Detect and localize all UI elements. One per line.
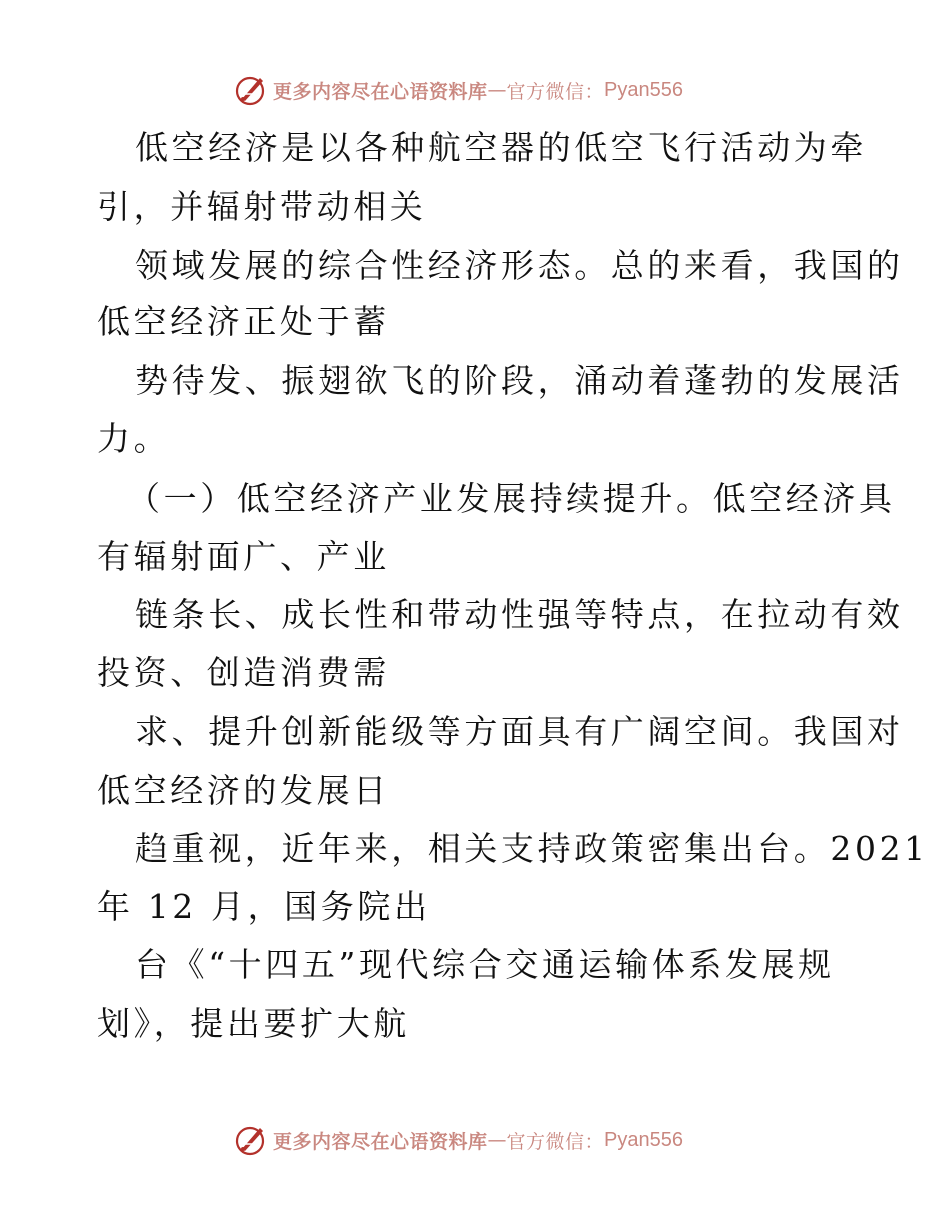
watermark-dash: — (487, 1129, 507, 1151)
watermark-wechat-id: Pyan556 (604, 78, 683, 101)
text-line: 低空经济的发展日 (97, 771, 390, 810)
text-line: 有辐射面广、产业 (97, 537, 390, 576)
text-line: 趋重视，近年来，相关支持政策密集出台。2021 (135, 829, 929, 868)
watermark-wechat-id: Pyan556 (604, 1128, 683, 1151)
header-watermark (233, 70, 683, 110)
footer-watermark (233, 1120, 683, 1160)
watermark-title: 更多内容尽在心语资料库 (273, 1130, 488, 1153)
watermark-title: 更多内容尽在心语资料库 (273, 80, 488, 103)
watermark-dash: — (487, 79, 507, 101)
text-line: 求、提升创新能级等方面具有广阔空间。我国对 (135, 712, 904, 751)
text-line: 年 12 月，国务院出 (97, 887, 431, 926)
text-line: 划》，提出要扩大航 (97, 1004, 410, 1043)
text-line: 低空经济是以各种航空器的低空飞行活动为牵 (135, 128, 867, 167)
text-line: 台《“十四五”现代综合交通运输体系发展规 (135, 945, 835, 984)
watermark-official-label: 官方微信： (506, 1130, 605, 1153)
text-line: 力。 (97, 419, 171, 458)
text-line: 链条长、成长性和带动性强等特点，在拉动有效 (135, 595, 904, 634)
quill-logo-icon (233, 1122, 269, 1158)
text-line: 势待发、振翅欲飞的阶段，涌动着蓬勃的发展活 (135, 361, 904, 400)
text-line: 投资、创造消费需 (97, 653, 390, 692)
quill-logo-icon (233, 72, 269, 108)
text-line: （一）低空经济产业发展持续提升。低空经济具 (127, 479, 896, 518)
text-line: 低空经济正处于蓄 (97, 302, 390, 341)
watermark-official-label: 官方微信： (506, 80, 605, 103)
text-line: 领域发展的综合性经济形态。总的来看，我国的 (135, 246, 904, 285)
text-line: 引，并辐射带动相关 (97, 187, 427, 226)
